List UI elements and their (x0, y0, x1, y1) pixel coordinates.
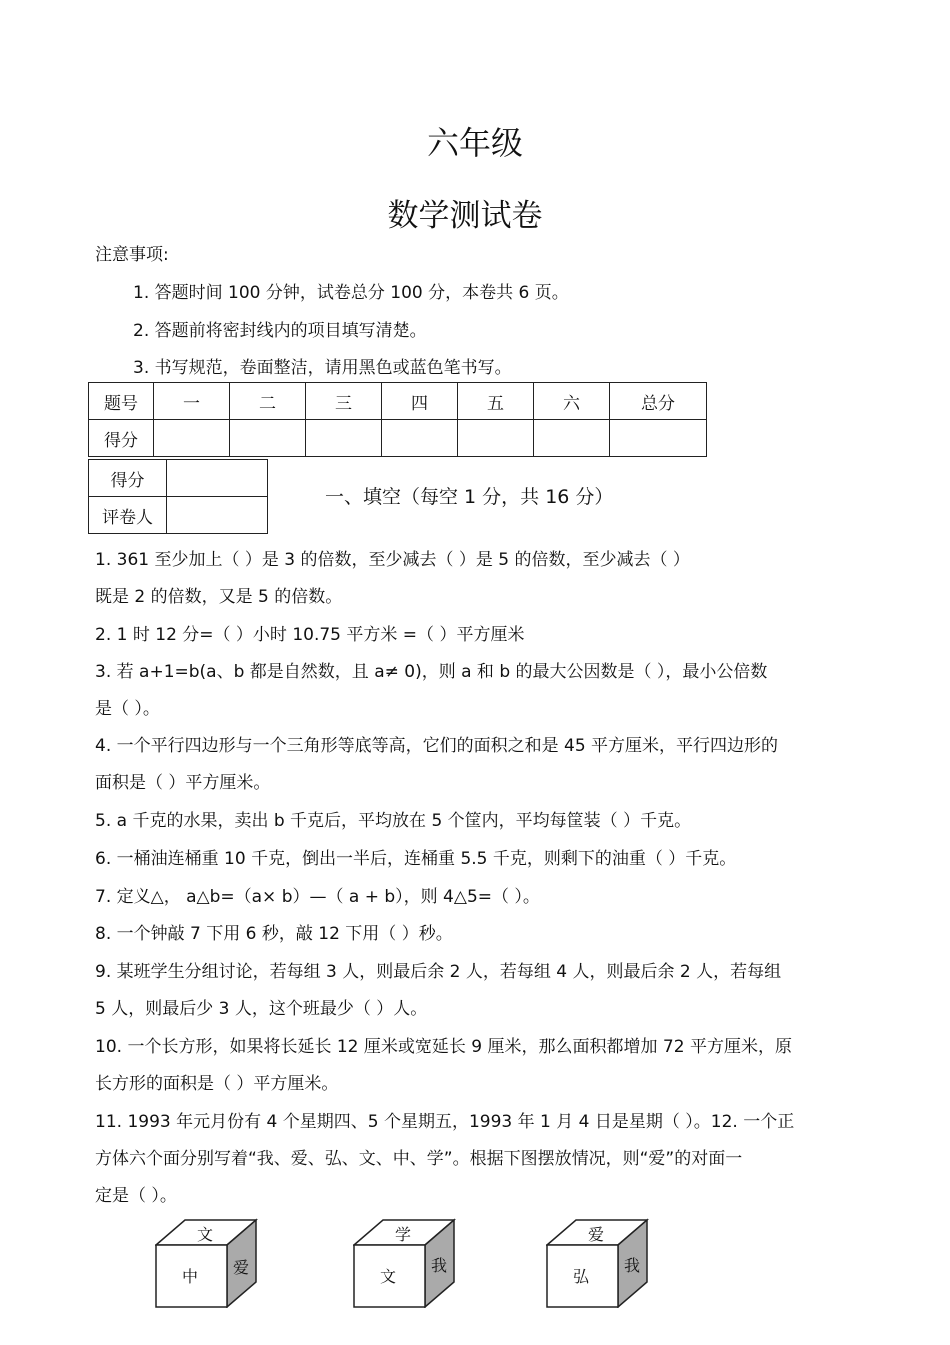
grader-name-label: 评卷人 (89, 497, 167, 534)
grader-score-label: 得分 (89, 460, 167, 497)
question-line: 1. 361 至少加上（ ）是 3 的倍数，至少减去（ ）是 5 的倍数，至少减去（ ） (95, 550, 690, 570)
score-header-cell: 五 (458, 383, 534, 420)
question-line: 3. 若 a+1=b(a、b 都是自然数，且 a≠ 0)，则 a 和 b 的最大公因数是（ ），最小公倍数 (95, 662, 768, 682)
cube-3 (546, 1218, 651, 1308)
cube-2 (353, 1218, 458, 1308)
question-line: 11. 1993 年元月份有 4 个星期四、5 个星期五，1993 年 1 月 4 日是星期（ ）。12. 一个正 (95, 1112, 795, 1132)
page-title: 六年级 (426, 124, 523, 162)
question-line: 方体六个面分别写着“我、爱、弘、文、中、学”。根据下图摆放情况，则“爱”的对面一 (95, 1149, 743, 1169)
cube-side-label: 我 (624, 1256, 641, 1275)
score-row-label: 得分 (89, 420, 154, 457)
cube-top-label: 爱 (588, 1225, 605, 1244)
score-header-cell: 四 (382, 383, 458, 420)
question-line: 是（ ）。 (95, 699, 160, 719)
note-item: 3. 书写规范，卷面整洁，请用黑色或蓝色笔书写。 (133, 358, 512, 378)
score-cell[interactable] (534, 420, 610, 457)
score-header-cell: 一 (154, 383, 230, 420)
score-cell[interactable] (610, 420, 707, 457)
question-line: 8. 一个钟敲 7 下用 6 秒，敲 12 下用（ ）秒。 (95, 924, 453, 944)
cube-front-label: 中 (182, 1267, 199, 1286)
question-line: 5. a 千克的水果，卖出 b 千克后，平均放在 5 个筐内，平均每筐装（ ）千克。 (95, 811, 692, 831)
cube-front-label: 文 (380, 1267, 397, 1286)
cube-1 (155, 1218, 260, 1308)
cube-top-label: 文 (197, 1225, 214, 1244)
score-table (88, 382, 707, 457)
score-table-score-row (89, 420, 707, 457)
grader-table (88, 459, 268, 534)
score-header-cell: 三 (306, 383, 382, 420)
score-cell[interactable] (458, 420, 534, 457)
question-line: 面积是（ ）平方厘米。 (95, 773, 271, 793)
cube-front-label: 弘 (573, 1267, 590, 1286)
note-item: 1. 答题时间 100 分钟，试卷总分 100 分，本卷共 6 页。 (133, 283, 569, 303)
section-title: 一、填空（每空 1 分，共 16 分） (325, 486, 614, 508)
grader-name-cell[interactable] (167, 497, 268, 534)
question-line: 7. 定义△， a△b=（a× b）—（ a + b），则 4△5=（ ）。 (95, 887, 540, 907)
cube-top-label: 学 (395, 1225, 412, 1244)
question-line: 9. 某班学生分组讨论，若每组 3 人，则最后余 2 人，若每组 4 人，则最后余 2 人，若每组 (95, 962, 782, 982)
score-table-header-row (89, 383, 707, 420)
score-header-cell: 二 (230, 383, 306, 420)
question-line: 4. 一个平行四边形与一个三角形等底等高，它们的面积之和是 45 平方厘米，平行四边形的 (95, 736, 779, 756)
grader-score-cell[interactable] (167, 460, 268, 497)
score-header-cell: 总分 (610, 383, 707, 420)
score-cell[interactable] (154, 420, 230, 457)
score-cell[interactable] (230, 420, 306, 457)
question-line: 2. 1 时 12 分=（ ）小时 10.75 平方米 =（ ）平方厘米 (95, 625, 525, 645)
page-subtitle: 数学测试卷 (387, 198, 543, 234)
score-header-cell: 题号 (89, 383, 154, 420)
score-header-cell: 六 (534, 383, 610, 420)
cube-side-label: 我 (431, 1256, 448, 1275)
score-cell[interactable] (382, 420, 458, 457)
question-line: 既是 2 的倍数，又是 5 的倍数。 (95, 587, 343, 607)
question-line: 10. 一个长方形，如果将长延长 12 厘米或宽延长 9 厘米，那么面积都增加 72 平方厘米，原 (95, 1037, 792, 1057)
score-cell[interactable] (306, 420, 382, 457)
cube-side-label: 爱 (233, 1258, 250, 1277)
question-line: 长方形的面积是（ ）平方厘米。 (95, 1074, 339, 1094)
question-line: 定是（ ）。 (95, 1186, 177, 1206)
cube-figures (150, 1218, 710, 1310)
note-item: 2. 答题前将密封线内的项目填写清楚。 (133, 321, 427, 341)
question-line: 6. 一桶油连桶重 10 千克，倒出一半后，连桶重 5.5 千克，则剩下的油重（ ）千克。 (95, 849, 737, 869)
notes-heading: 注意事项: (95, 245, 169, 265)
question-line: 5 人，则最后少 3 人，这个班最少（ ）人。 (95, 999, 428, 1019)
